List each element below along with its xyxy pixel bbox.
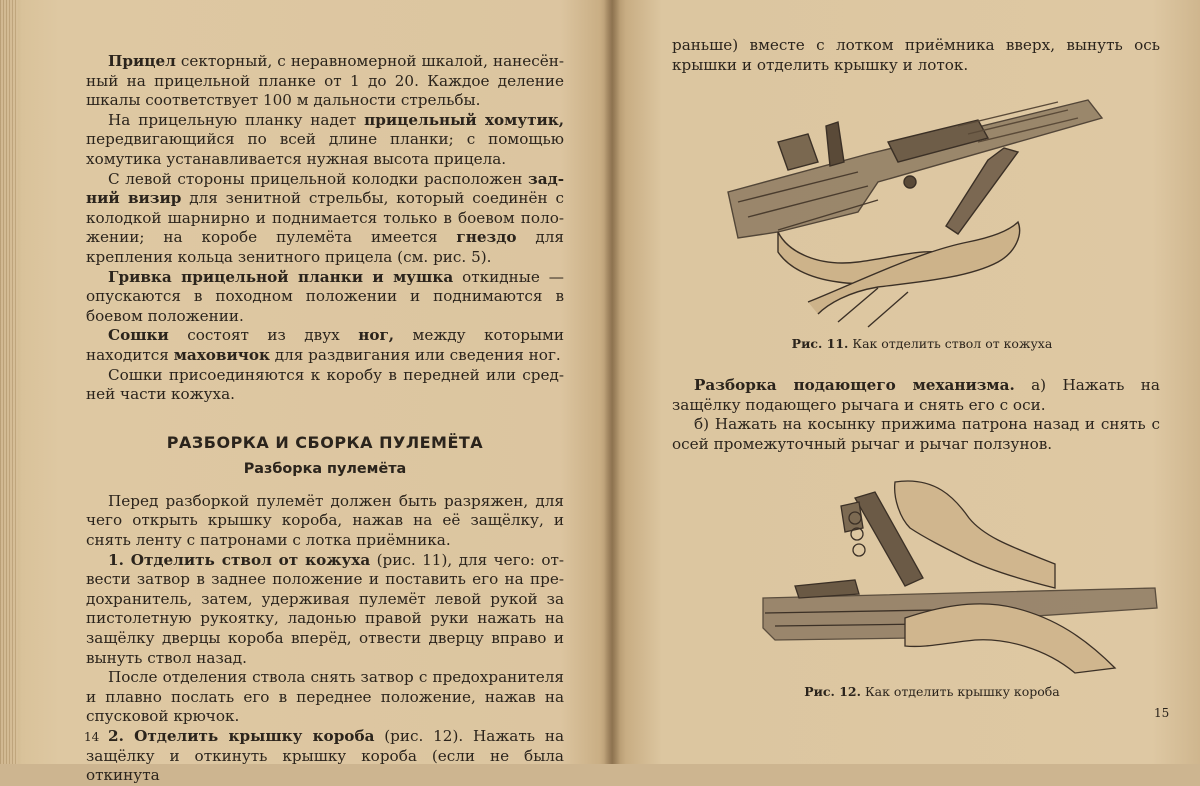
paragraph-rear-sight: С левой стороны прицельной колодки расположен задний визир для зенитной стрельбы, который соединён с колодкой шарнирно и поднимается только в боевом положении; на коробе пулемёта имеется гнездо для крепления кольца зенитного прицела (см. рис. 5). [86, 169, 565, 266]
paragraph-front-sight: Гривка прицельной планки и мушка откидные — опускаются в походном положении и поднимаются в боевом положении. [86, 267, 564, 325]
figure-12-illustration [755, 468, 1165, 678]
figure-12-caption: Рис. 12. Как отделить крышку короба [804, 684, 1060, 699]
paragraph-sight: Прицел секторный, с неравномерной шкалой, нанесённый на прицельной планке от 1 до 20. Каждое деление шкалы соответствует 100 м дальности стрельбы. [86, 52, 564, 110]
figure-11-illustration [718, 82, 1118, 330]
page-number-left: 14 [84, 730, 100, 744]
paragraph-bipod: Сошки состоят из двух ног, между которыми находится маховичок для раздвигания или сведения ног. [86, 326, 564, 364]
paragraph-feed-mechanism: Разборка подающего механизма. а) Нажать на защёлку подающего рычага и снять его с оси. [672, 376, 1160, 414]
section-title: РАЗБОРКА И СБОРКА ПУЛЕМЁТА [166, 432, 484, 452]
paragraph-continuation: раньше) вместе с лотком приёмника вверх, вынуть ось крышки и отделить крышку и лоток. [672, 36, 1160, 74]
book-gutter [604, 0, 620, 764]
paragraph-feed-step-b: б) Нажать на косынку прижима патрона назад и снять с осей промежуточный рычаг и рычаг ползунов. [672, 415, 1160, 453]
subsection-title: Разборка пулемёта [243, 461, 407, 478]
paragraph-step2: 2. Отделить крышку короба (рис. 12). Нажать на защёлку и откинуть крышку короба (если не была откинута [86, 727, 564, 785]
figure-11-caption: Рис. 11. Как отделить ствол от кожуха [791, 336, 1053, 351]
paragraph-step1: 1. Отделить ствол от кожуха (рис. 11), для чего: отвести затвор в заднее положение и поставить его на предохранитель, затем, удерживая пулемёт левой рукой за пистолетную рукоятку, ладонью правой руки нажать на защёлку дверцы короба вперёд, отвести дверцу вправо и вынуть ствол назад. [86, 550, 564, 667]
paragraph-unload: Перед разборкой пулемёт должен быть разряжен, для чего открыть крышку короба, нажав на её защёлку, и снять ленту с патронами с лотка приёмника. [86, 491, 564, 550]
right-page-top-text [672, 36, 1160, 75]
paragraph-after-barrel: После отделения ствола снять затвор с предохранителя и плавно послать его в переднее положение, нажав на спусковой крючок. [86, 668, 564, 726]
left-page-text [86, 52, 564, 786]
page-edges [0, 0, 18, 764]
page-number-right: 15 [1154, 706, 1170, 720]
paragraph-bipod-attach: Сошки присоединяются к коробу в передней или средней части кожуха. [86, 365, 564, 404]
paragraph-clamp: На прицельную планку надет прицельный хомутик, передвигающийся по всей длине планки; с помощью хомутика устанавливается нужная высота прицела. [86, 110, 565, 168]
right-page-body-text [672, 376, 1160, 454]
